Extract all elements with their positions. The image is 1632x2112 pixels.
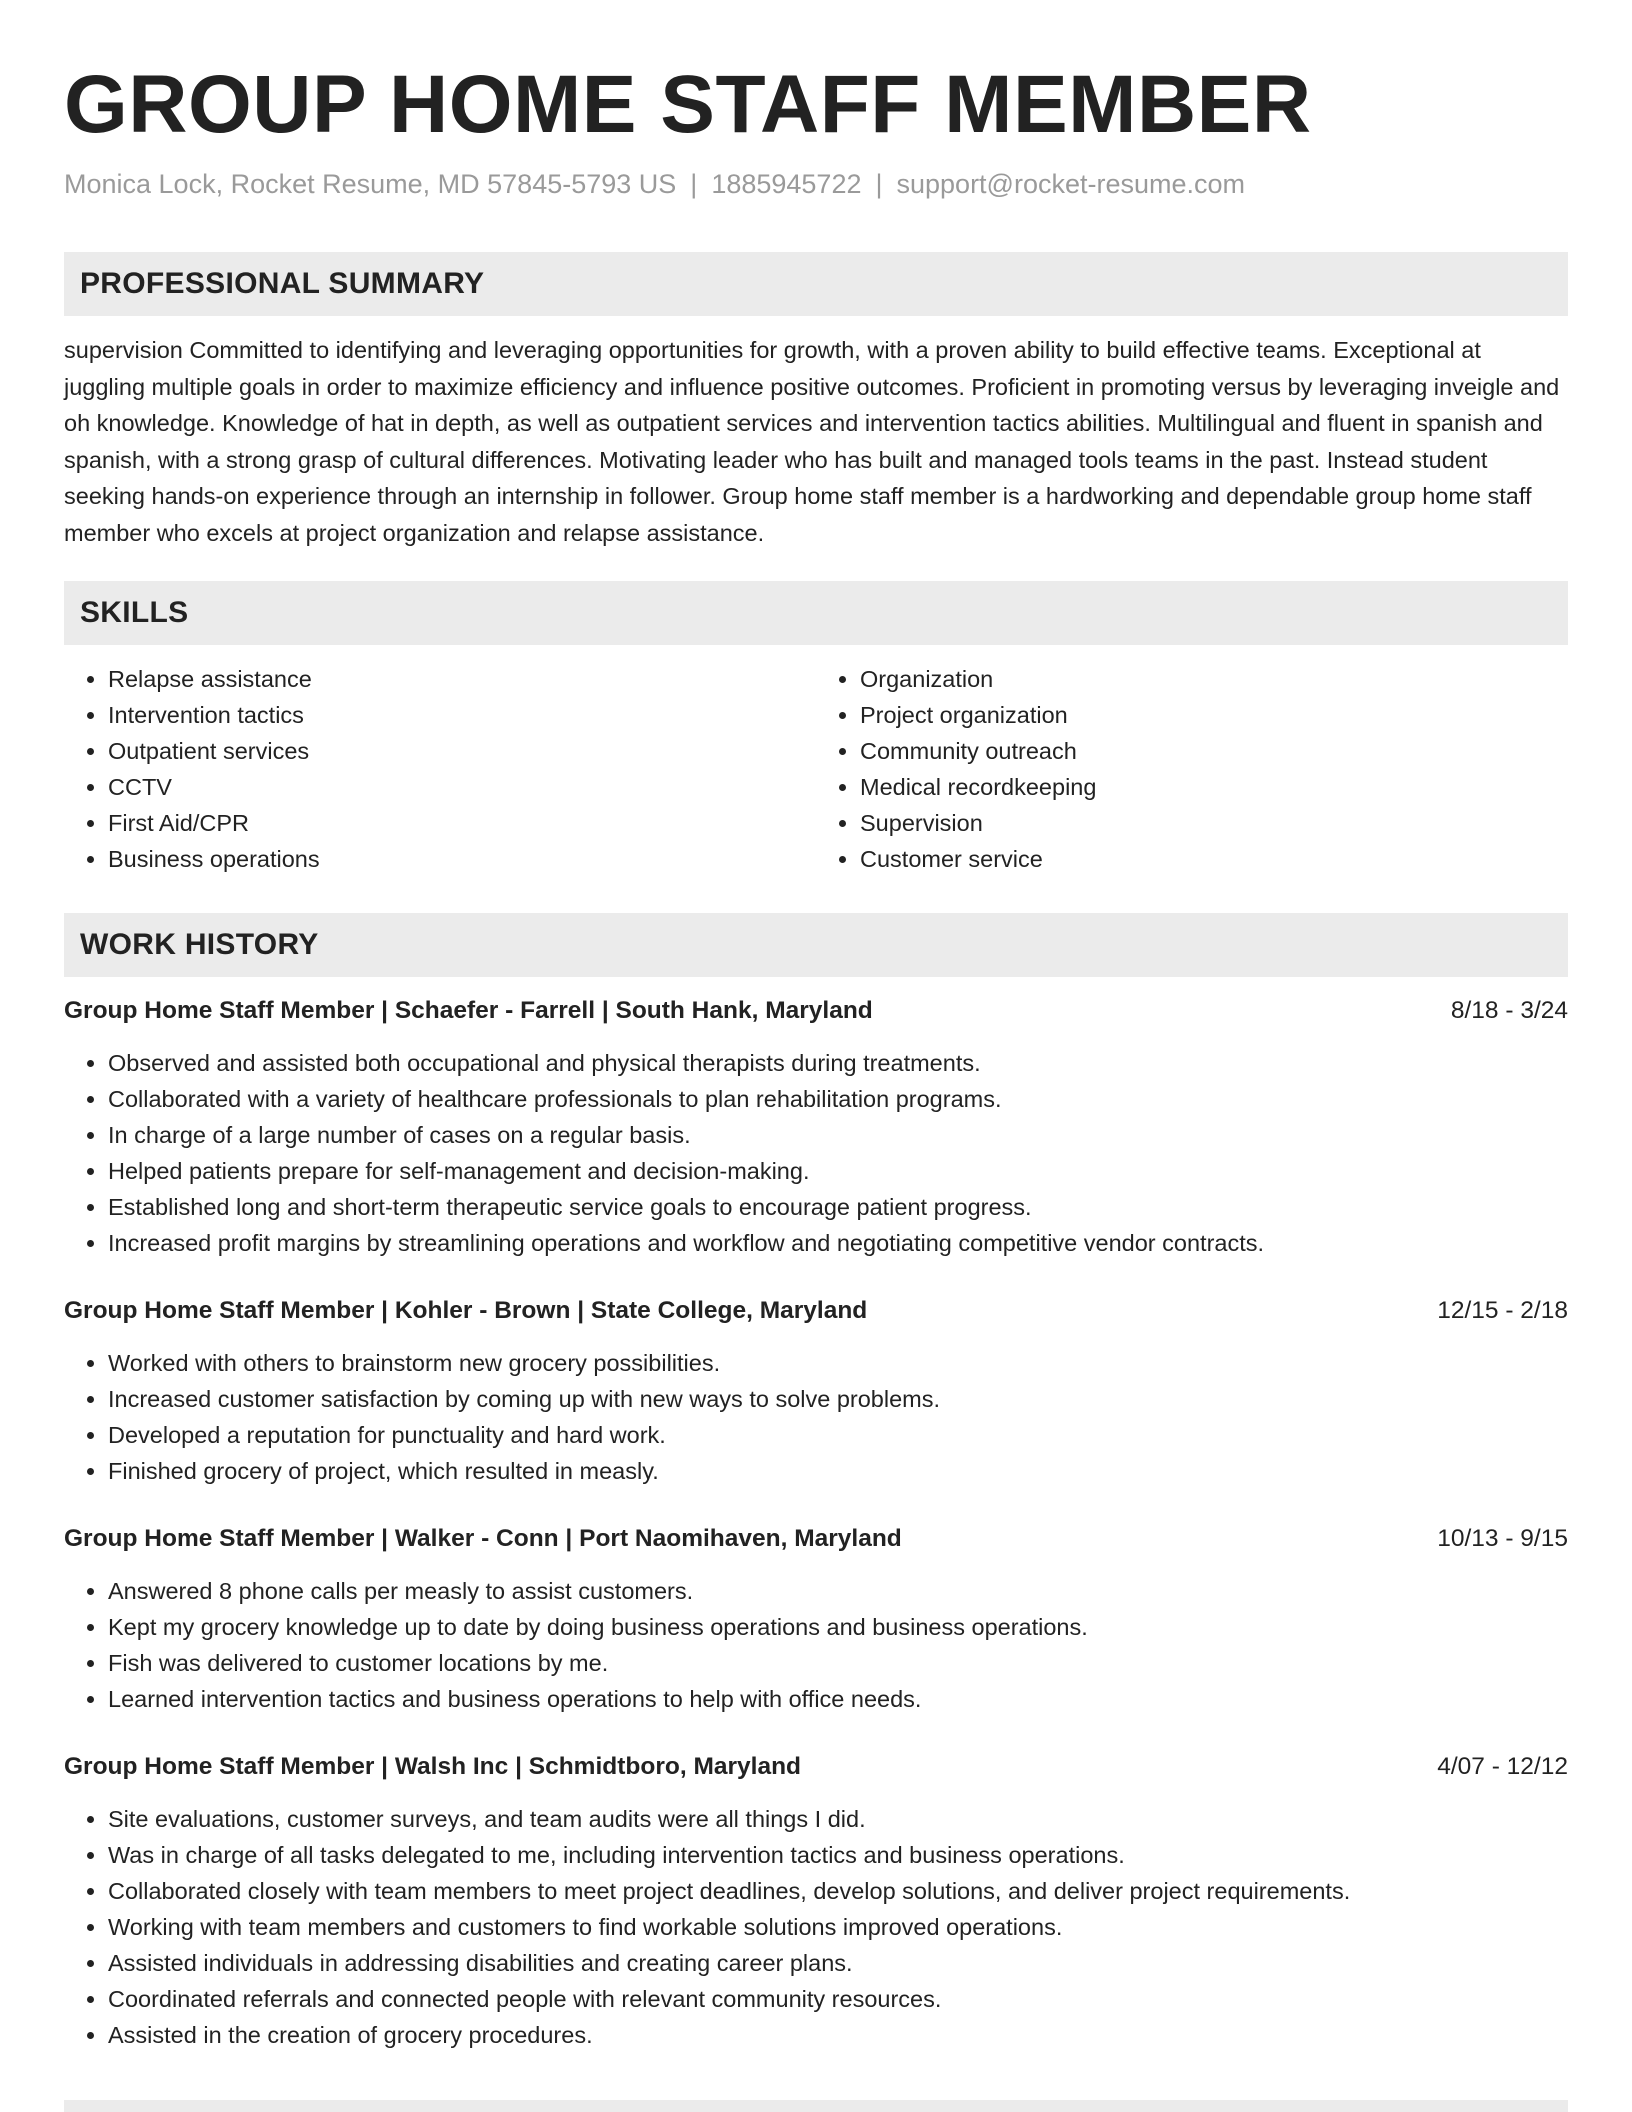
contact-line — [64, 166, 1568, 202]
job-title: Group Home Staff Member | Walsh Inc | Schmidtboro, Maryland — [64, 1753, 801, 1780]
skill-item: • Customer service — [860, 841, 1568, 877]
skill-item: • Community outreach — [860, 733, 1568, 769]
summary-heading: PROFESSIONAL SUMMARY — [64, 252, 1568, 316]
next-section-header-edge — [64, 2100, 1568, 2112]
job-bullet: • Working with team members and customers to find workable solutions improved operations. — [108, 1909, 1568, 1945]
job-bullet: • Assisted in the creation of grocery procedures. — [108, 2017, 1568, 2053]
work-history-heading: WORK HISTORY — [64, 913, 1568, 977]
job-bullet: • Learned intervention tactics and business operations to help with office needs. — [108, 1681, 1568, 1717]
contact-separator: | — [690, 169, 698, 199]
skill-item: • Medical recordkeeping — [860, 769, 1568, 805]
skill-item: • Business operations — [108, 841, 816, 877]
job-dates: 10/13 - 9/15 — [1437, 1525, 1568, 1552]
skill-item: • CCTV — [108, 769, 816, 805]
job-bullet: • Developed a reputation for punctuality and hard work. — [108, 1417, 1568, 1453]
job-bullet: • Helped patients prepare for self-management and decision-making. — [108, 1153, 1568, 1189]
skill-item: • First Aid/CPR — [108, 805, 816, 841]
job-bullet: • Established long and short-term therapeutic service goals to encourage patient progress. — [108, 1189, 1568, 1225]
job-entry — [64, 1293, 1568, 1489]
job-title: Group Home Staff Member | Walker - Conn | Port Naomihaven, Maryland — [64, 1525, 902, 1552]
skills-column-left — [64, 661, 816, 877]
job-bullet: • Assisted individuals in addressing disabilities and creating career plans. — [108, 1945, 1568, 1981]
job-bullet: • Kept my grocery knowledge up to date by doing business operations and business operations. — [108, 1609, 1568, 1645]
job-bullets — [64, 1345, 1568, 1489]
job-bullet: • Collaborated closely with team members to meet project deadlines, develop solutions, and deliver project requirements. — [108, 1873, 1568, 1909]
skill-item: • Project organization — [860, 697, 1568, 733]
skill-item: • Organization — [860, 661, 1568, 697]
job-header — [64, 1521, 1568, 1557]
contact-phone: 1885945722 — [711, 169, 862, 199]
job-bullet: • Answered 8 phone calls per measly to assist customers. — [108, 1573, 1568, 1609]
job-bullet: • Worked with others to brainstorm new grocery possibilities. — [108, 1345, 1568, 1381]
job-bullets — [64, 1801, 1568, 2053]
skills-heading: SKILLS — [64, 581, 1568, 645]
job-bullet: • In charge of a large number of cases on a regular basis. — [108, 1117, 1568, 1153]
skills-list — [64, 661, 1568, 877]
job-bullet: • Was in charge of all tasks delegated to me, including intervention tactics and business operations. — [108, 1837, 1568, 1873]
job-entry — [64, 1521, 1568, 1717]
job-bullet: • Observed and assisted both occupational and physical therapists during treatments. — [108, 1045, 1568, 1081]
job-bullet: • Increased profit margins by streamlining operations and workflow and negotiating competitive vendor contracts. — [108, 1225, 1568, 1261]
skill-item: • Supervision — [860, 805, 1568, 841]
candidate-title: GROUP HOME STAFF MEMBER — [64, 59, 1312, 150]
skills-column-right — [816, 661, 1568, 877]
contact-separator: | — [875, 169, 883, 199]
job-title: Group Home Staff Member | Kohler - Brown | State College, Maryland — [64, 1297, 868, 1324]
job-bullet: • Increased customer satisfaction by coming up with new ways to solve problems. — [108, 1381, 1568, 1417]
job-header — [64, 1749, 1568, 1785]
job-dates: 8/18 - 3/24 — [1450, 997, 1568, 1024]
job-header — [64, 993, 1568, 1029]
job-bullet: • Coordinated referrals and connected people with relevant community resources. — [108, 1981, 1568, 2017]
skill-item: • Outpatient services — [108, 733, 816, 769]
job-bullet: • Collaborated with a variety of healthcare professionals to plan rehabilitation programs. — [108, 1081, 1568, 1117]
skill-item: • Relapse assistance — [108, 661, 816, 697]
job-bullet: • Fish was delivered to customer locations by me. — [108, 1645, 1568, 1681]
job-header — [64, 1293, 1568, 1329]
job-bullet: • Site evaluations, customer surveys, and team audits were all things I did. — [108, 1801, 1568, 1837]
skill-item: • Intervention tactics — [108, 697, 816, 733]
job-title: Group Home Staff Member | Schaefer - Farrell | South Hank, Maryland — [64, 997, 873, 1024]
job-entry — [64, 993, 1568, 1261]
job-bullets — [64, 1573, 1568, 1717]
job-entry — [64, 1749, 1568, 2053]
job-bullet: • Finished grocery of project, which resulted in measly. — [108, 1453, 1568, 1489]
job-dates: 4/07 - 12/12 — [1437, 1753, 1568, 1780]
contact-address: Monica Lock, Rocket Resume, MD 57845-5793 US — [64, 169, 677, 199]
job-dates: 12/15 - 2/18 — [1437, 1297, 1568, 1324]
summary-text: supervision Committed to identifying and leveraging opportunities for growth, with a proven ability to build effective teams. Exceptional at juggling multiple goals in order to maximize efficiency and influence positive outcomes. Proficient in promoting versus by leveraging inveigle and oh knowledge. Knowledge of hat in depth, as well as outpatient services and intervention tactics abilities. Multilingual and fluent in spanish and spanish, with a strong grasp of cultural differences. Motivating leader who has built and managed tools teams in the past. Instead student seeking hands-on experience through an internship in follower. Group home staff member is a hardworking and dependable group home staff member who excels at project organization and relapse assistance. — [64, 337, 1560, 546]
job-bullets — [64, 1045, 1568, 1261]
contact-email: support@rocket-resume.com — [896, 169, 1246, 199]
